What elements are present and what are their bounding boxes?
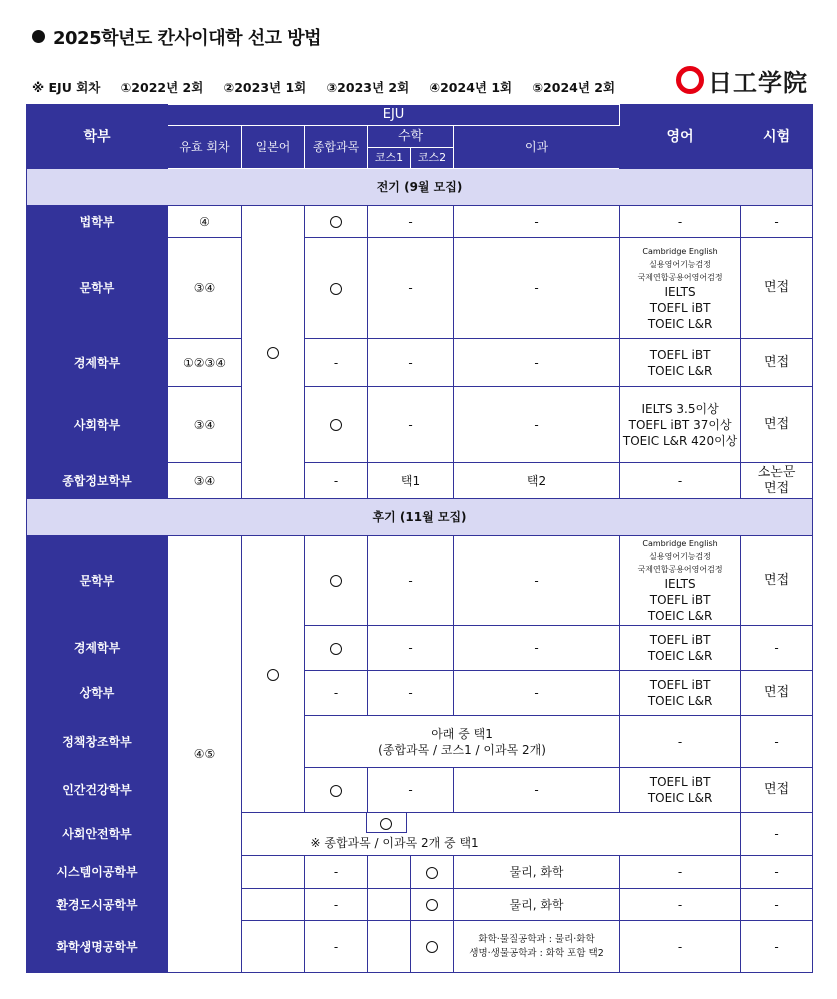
header-valid: 유효 회차 [168, 126, 242, 169]
dept-environment: 환경도시공학부 [27, 889, 168, 921]
science-cell: 물리, 화학 [454, 856, 620, 889]
course2-cell [411, 921, 454, 973]
english-item: IELTS [664, 284, 696, 299]
general-cell [305, 536, 368, 626]
header-japanese: 일본어 [242, 126, 305, 169]
header-general: 종합과목 [305, 126, 368, 169]
circle-icon [330, 419, 342, 431]
general-cell: - [305, 856, 368, 889]
circle-icon [330, 785, 342, 797]
legend-label: ※ EJU 회차 [32, 80, 101, 95]
exam-cell: - [741, 206, 813, 238]
header-course2: 코스2 [411, 148, 454, 169]
english-item: TOEIC L&R [647, 649, 713, 663]
policy-note: (종합과목 / 코스1 / 이과목 2개) [378, 742, 546, 757]
policy-note-cell [305, 716, 620, 768]
valid-cell: ④ [168, 206, 242, 238]
legend-item: ③2023년 2회 [326, 80, 410, 95]
english-item: TOEFL iBT [649, 678, 711, 692]
exam-cell: - [741, 921, 813, 973]
english-item: TOEFL iBT [649, 300, 711, 315]
japanese-cell [242, 206, 305, 499]
dept-chemistry: 화학생명공학부 [27, 921, 168, 973]
english-cell: - [620, 716, 741, 768]
general-cell [305, 206, 368, 238]
science-cell: - [454, 536, 620, 626]
japanese-cell [242, 921, 305, 973]
legend-item: ②2023년 1회 [223, 80, 307, 95]
valid-cell: ④⑤ [168, 536, 242, 973]
math-cell: - [368, 768, 454, 813]
math-cell: - [368, 671, 454, 716]
science-cell: 물리, 화학 [454, 889, 620, 921]
page-title [32, 24, 321, 50]
course2-cell [411, 856, 454, 889]
section-late: 후기 (11월 모집) [27, 499, 813, 536]
general-cell: - [305, 339, 368, 387]
exam-cell: - [741, 716, 813, 768]
science-cell: - [454, 768, 620, 813]
general-cell: - [305, 889, 368, 921]
english-item: IELTS 3.5이상 [641, 401, 719, 416]
math-cell: - [368, 238, 454, 339]
english-cell [620, 536, 741, 626]
english-item: TOEFL iBT [649, 633, 711, 647]
exam-cell: 면접 [741, 768, 813, 813]
english-item: TOEFL iBT [649, 593, 711, 607]
circle-icon [330, 643, 342, 655]
dept-economics: 경제학부 [27, 626, 168, 671]
exam-item: 면접 [764, 480, 790, 496]
science-cell: - [454, 339, 620, 387]
legend-item: ⑤2024년 2회 [532, 80, 616, 95]
math-cell: 택1 [368, 463, 454, 499]
safety-note-cell [305, 813, 741, 856]
course1-cell [368, 889, 411, 921]
math-cell: - [368, 339, 454, 387]
exam-cell: 면접 [741, 536, 813, 626]
general-cell: - [305, 463, 368, 499]
exam-cell: - [741, 626, 813, 671]
english-item: IELTS [664, 577, 696, 591]
exam-item: 소논문 [757, 464, 796, 480]
science-cell: - [454, 671, 620, 716]
dept-informatics: 종합정보학부 [27, 463, 168, 499]
science-item: 화학·물질공학과 : 물리·화학 [478, 933, 595, 945]
science-cell: - [454, 238, 620, 339]
english-item: TOEIC L&R [647, 363, 713, 378]
circle-icon [330, 216, 342, 228]
general-cell [305, 626, 368, 671]
japanese-cell [242, 856, 305, 889]
english-item: TOEFL iBT [649, 775, 711, 789]
exam-cell: - [741, 889, 813, 921]
valid-cell: ③④ [168, 387, 242, 463]
policy-note: 아래 중 택1 [431, 726, 493, 741]
science-cell: - [454, 626, 620, 671]
english-cell [620, 387, 741, 463]
exam-cell: - [741, 813, 813, 856]
admission-table [26, 104, 813, 973]
english-item: Cambridge English [642, 246, 718, 256]
circle-icon [380, 818, 392, 830]
dept-economics: 경제학부 [27, 339, 168, 387]
dept-health: 인간건강학부 [27, 768, 168, 813]
safety-course2-box [366, 813, 407, 833]
valid-cell: ③④ [168, 463, 242, 499]
english-item: 국제연합공용어영어검정 [637, 565, 723, 574]
english-item: 실용영어기능검정 [649, 552, 711, 561]
english-item: TOEFL iBT [649, 347, 711, 362]
page-title-text: 2025학년도 칸사이대학 선고 방법 [53, 28, 322, 49]
circle-icon [426, 899, 438, 911]
legend-item: ①2022년 2회 [120, 80, 204, 95]
header-english: 영어 [620, 105, 741, 169]
english-item: TOEIC L&R [647, 609, 713, 623]
bullet-icon [32, 30, 45, 43]
header-math: 수학 [368, 126, 454, 148]
section-early: 전기 (9월 모집) [27, 169, 813, 206]
circle-icon [330, 283, 342, 295]
english-cell [620, 238, 741, 339]
header-course1: 코스1 [368, 148, 411, 169]
english-cell: - [620, 856, 741, 889]
school-logo [676, 62, 808, 98]
japanese-cell [242, 889, 305, 921]
english-cell: - [620, 889, 741, 921]
logo-ring-icon [676, 66, 704, 94]
math-cell: - [368, 206, 454, 238]
dept-safety: 사회안전학부 [27, 813, 168, 856]
science-cell [454, 921, 620, 973]
general-cell [305, 768, 368, 813]
circle-icon [426, 941, 438, 953]
valid-cell: ③④ [168, 238, 242, 339]
exam-cell: 면접 [741, 339, 813, 387]
dept-literature: 문학부 [27, 238, 168, 339]
logo-text: 日工学院 [708, 68, 808, 97]
course2-cell [411, 889, 454, 921]
eju-legend [32, 78, 631, 96]
valid-cell: ①②③④ [168, 339, 242, 387]
english-cell: - [620, 463, 741, 499]
english-cell [620, 671, 741, 716]
english-item: TOEIC L&R [647, 791, 713, 805]
circle-icon [426, 867, 438, 879]
safety-note: ※ 종합과목 / 이과목 2개 중 택1 [310, 836, 479, 850]
exam-cell: 면접 [741, 238, 813, 339]
exam-cell: 면접 [741, 671, 813, 716]
english-cell [620, 339, 741, 387]
general-cell [305, 238, 368, 339]
science-cell: - [454, 206, 620, 238]
science-cell: 택2 [454, 463, 620, 499]
japanese-cell [242, 536, 305, 813]
science-item: 생명·생물공학과 : 화학 포함 택2 [469, 947, 604, 959]
english-item: TOEIC L&R [647, 694, 713, 708]
general-cell: - [305, 671, 368, 716]
dept-policy: 정책창조학부 [27, 716, 168, 768]
circle-icon [267, 347, 279, 359]
general-cell [305, 387, 368, 463]
circle-icon [330, 575, 342, 587]
english-item: TOEIC L&R 420이상 [622, 433, 738, 448]
header-eju: EJU [168, 105, 620, 126]
dept-sociology: 사회학부 [27, 387, 168, 463]
header-science: 이과 [454, 126, 620, 169]
dept-literature: 문학부 [27, 536, 168, 626]
dept-law: 법학부 [27, 206, 168, 238]
science-cell: - [454, 387, 620, 463]
english-item: 국제연합공용어영어검정 [637, 272, 723, 282]
math-cell: - [368, 626, 454, 671]
math-cell: - [368, 387, 454, 463]
english-item: TOEFL iBT 37이상 [628, 417, 732, 432]
header-exam: 시험 [741, 105, 813, 169]
course1-cell [368, 921, 411, 973]
english-item: 실용영어기능검정 [649, 259, 711, 269]
header-dept: 학부 [27, 105, 168, 169]
english-item: Cambridge English [642, 539, 718, 548]
exam-cell: 면접 [741, 387, 813, 463]
english-cell: - [620, 921, 741, 973]
dept-commerce: 상학부 [27, 671, 168, 716]
exam-cell [741, 463, 813, 499]
general-cell: - [305, 921, 368, 973]
legend-item: ④2024년 1회 [429, 80, 513, 95]
dept-systems: 시스템이공학부 [27, 856, 168, 889]
english-cell [620, 768, 741, 813]
english-item: TOEIC L&R [647, 316, 713, 331]
circle-icon [267, 669, 279, 681]
math-cell: - [368, 536, 454, 626]
english-cell: - [620, 206, 741, 238]
english-cell [620, 626, 741, 671]
course1-cell [368, 856, 411, 889]
exam-cell: - [741, 856, 813, 889]
